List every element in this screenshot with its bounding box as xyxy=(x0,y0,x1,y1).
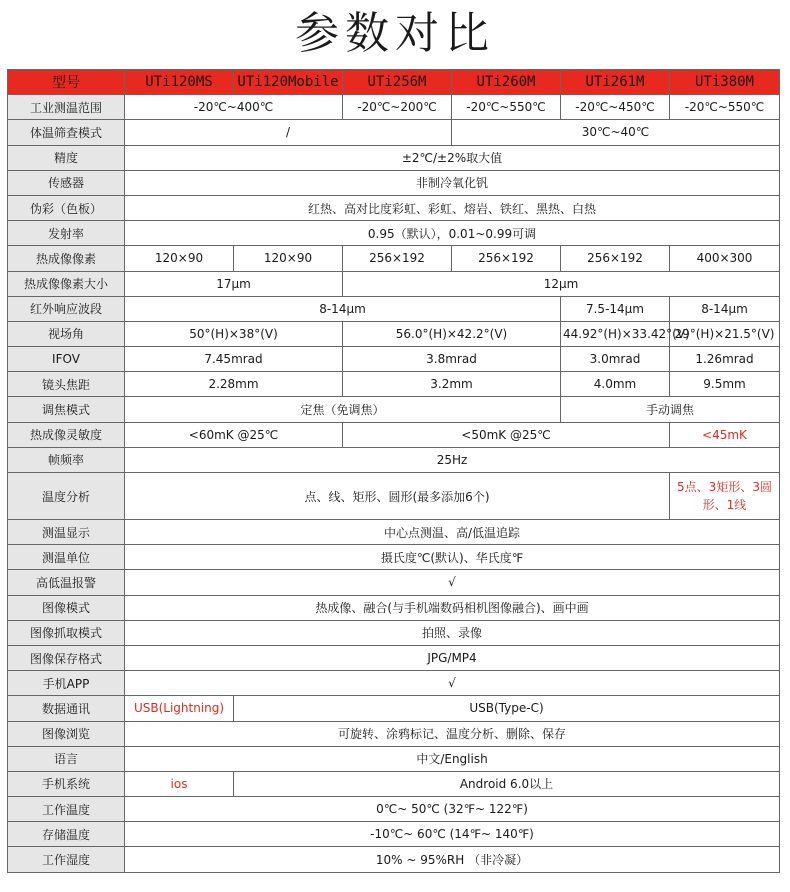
row-label: 热成像像素 xyxy=(8,246,125,271)
row-label: 体温筛查模式 xyxy=(8,120,125,145)
spec-value-cell: -20℃~200℃ xyxy=(343,95,452,120)
row-label: 图像保存格式 xyxy=(8,645,125,670)
spec-comparison-table xyxy=(7,69,780,873)
spec-value-cell: -20℃~550℃ xyxy=(670,95,780,120)
row-label: 镜头焦距 xyxy=(8,372,125,397)
row-label: 图像模式 xyxy=(8,595,125,620)
page-title: 参数对比 xyxy=(295,8,495,59)
spec-value-cell: 400×300 xyxy=(670,246,780,271)
row-label: 视场角 xyxy=(8,321,125,346)
spec-value-cell: 4.0mm xyxy=(561,372,670,397)
spec-value-cell: 热成像、融合(与手机端数码相机图像融合)、画中画 xyxy=(125,595,780,620)
spec-value-cell: -20℃~550℃ xyxy=(452,95,561,120)
table-row xyxy=(8,520,780,545)
spec-value-cell: 17μm xyxy=(125,271,343,296)
row-label: 调焦模式 xyxy=(8,397,125,422)
spec-value-cell: 256×192 xyxy=(452,246,561,271)
table-row xyxy=(8,397,780,422)
spec-value-cell: ±2℃/±2%取大值 xyxy=(125,145,780,170)
spec-value-cell: 拍照、录像 xyxy=(125,620,780,645)
spec-value-cell: <60mK @25℃ xyxy=(125,422,343,447)
table-row xyxy=(8,271,780,296)
spec-value-cell: 9.5mm xyxy=(670,372,780,397)
table-row xyxy=(8,170,780,195)
table-row xyxy=(8,296,780,321)
table-row xyxy=(8,447,780,472)
spec-value-cell: 7.5-14μm xyxy=(561,296,670,321)
table-row xyxy=(8,422,780,447)
row-label: 手机系统 xyxy=(8,771,125,796)
spec-value-cell: -20℃~450℃ xyxy=(561,95,670,120)
spec-value-cell: 3.2mm xyxy=(343,372,561,397)
spec-value-cell: 摄氏度℃(默认)、华氏度℉ xyxy=(125,545,780,570)
spec-value-cell: 3.0mrad xyxy=(561,347,670,372)
spec-value-cell: 25Hz xyxy=(125,447,780,472)
spec-value-cell: 30℃~40℃ xyxy=(452,120,780,145)
spec-value-cell: USB(Type-C) xyxy=(234,696,780,721)
row-label: 语言 xyxy=(8,746,125,771)
table-row xyxy=(8,473,780,520)
table-row xyxy=(8,620,780,645)
spec-value-cell: 定焦（免调焦） xyxy=(125,397,561,422)
spec-value-cell: 29°(H)×21.5°(V) xyxy=(670,321,780,346)
table-row xyxy=(8,221,780,246)
row-label: 温度分析 xyxy=(8,473,125,520)
header-label-cell: 型号 xyxy=(8,70,125,95)
spec-value-cell: <45mK xyxy=(670,422,780,447)
row-label: 传感器 xyxy=(8,170,125,195)
spec-value-cell: 120×90 xyxy=(125,246,234,271)
row-label: 测温单位 xyxy=(8,545,125,570)
row-label: 精度 xyxy=(8,145,125,170)
spec-value-cell: / xyxy=(125,120,452,145)
row-label: 伪彩（色板） xyxy=(8,195,125,220)
spec-value-cell: 0℃~ 50℃ (32℉~ 122℉) xyxy=(125,797,780,822)
table-row xyxy=(8,570,780,595)
model-header-cell: UTi256M xyxy=(343,70,452,95)
spec-value-cell: 56.0°(H)×42.2°(V) xyxy=(343,321,561,346)
row-label: IFOV xyxy=(8,347,125,372)
spec-value-cell: 3.8mrad xyxy=(343,347,561,372)
model-header-cell: UTi261M xyxy=(561,70,670,95)
spec-value-cell: 120×90 xyxy=(234,246,343,271)
spec-value-cell: 2.28mm xyxy=(125,372,343,397)
spec-value-cell: 1.26mrad xyxy=(670,347,780,372)
row-label: 工作温度 xyxy=(8,797,125,822)
table-row xyxy=(8,696,780,721)
spec-value-cell: 红热、高对比度彩虹、彩虹、熔岩、铁红、黑热、白热 xyxy=(125,195,780,220)
spec-value-cell: √ xyxy=(125,570,780,595)
spec-value-cell: 可旋转、涂鸦标记、温度分析、删除、保存 xyxy=(125,721,780,746)
spec-value-cell: 10% ~ 95%RH （非冷凝） xyxy=(125,847,780,872)
table-row xyxy=(8,746,780,771)
model-header-cell: UTi260M xyxy=(452,70,561,95)
table-row xyxy=(8,246,780,271)
model-header-cell: UTi380M xyxy=(670,70,780,95)
table-row xyxy=(8,95,780,120)
row-label: 数据通讯 xyxy=(8,696,125,721)
row-label: 测温显示 xyxy=(8,520,125,545)
spec-value-cell: √ xyxy=(125,671,780,696)
spec-value-cell: ios xyxy=(125,771,234,796)
row-label: 帧频率 xyxy=(8,447,125,472)
spec-value-cell: USB(Lightning) xyxy=(125,696,234,721)
table-row xyxy=(8,595,780,620)
table-row xyxy=(8,347,780,372)
spec-value-cell: Android 6.0以上 xyxy=(234,771,780,796)
spec-value-cell: 8-14μm xyxy=(125,296,561,321)
row-label: 热成像灵敏度 xyxy=(8,422,125,447)
row-label: 工业测温范围 xyxy=(8,95,125,120)
spec-value-cell: 7.45mrad xyxy=(125,347,343,372)
table-row xyxy=(8,797,780,822)
table-row xyxy=(8,721,780,746)
spec-value-cell: 5点、3矩形、3圆形、1线 xyxy=(670,473,780,520)
spec-value-cell: 点、线、矩形、圆形(最多添加6个) xyxy=(125,473,670,520)
spec-value-cell: 中文/English xyxy=(125,746,780,771)
table-row xyxy=(8,771,780,796)
table-row xyxy=(8,321,780,346)
spec-value-cell: 44.92°(H)×33.42°(V) xyxy=(561,321,670,346)
spec-value-cell: 256×192 xyxy=(561,246,670,271)
table-row xyxy=(8,645,780,670)
table-row xyxy=(8,145,780,170)
row-label: 图像浏览 xyxy=(8,721,125,746)
spec-value-cell: 12μm xyxy=(343,271,780,296)
spec-value-cell: 8-14μm xyxy=(670,296,780,321)
row-label: 发射率 xyxy=(8,221,125,246)
row-label: 红外响应波段 xyxy=(8,296,125,321)
spec-value-cell: -10℃~ 60℃ (14℉~ 140℉) xyxy=(125,822,780,847)
row-label: 热成像像素大小 xyxy=(8,271,125,296)
table-row xyxy=(8,372,780,397)
model-header-cell: UTi120Mobile xyxy=(234,70,343,95)
row-label: 高低温报警 xyxy=(8,570,125,595)
spec-value-cell: -20℃~400℃ xyxy=(125,95,343,120)
table-row xyxy=(8,545,780,570)
spec-value-cell: 手动调焦 xyxy=(561,397,780,422)
table-row xyxy=(8,120,780,145)
spec-value-cell: <50mK @25℃ xyxy=(343,422,670,447)
row-label: 工作湿度 xyxy=(8,847,125,872)
spec-value-cell: 中心点测温、高/低温追踪 xyxy=(125,520,780,545)
spec-value-cell: JPG/MP4 xyxy=(125,645,780,670)
spec-value-cell: 256×192 xyxy=(343,246,452,271)
spec-value-cell: 非制冷氧化钒 xyxy=(125,170,780,195)
spec-value-cell: 0.95（默认），0.01~0.99可调 xyxy=(125,221,780,246)
table-row xyxy=(8,671,780,696)
spec-value-cell: 50°(H)×38°(V) xyxy=(125,321,343,346)
model-header-cell: UTi120MS xyxy=(125,70,234,95)
table-row xyxy=(8,195,780,220)
row-label: 存储温度 xyxy=(8,822,125,847)
row-label: 手机APP xyxy=(8,671,125,696)
table-header-row xyxy=(8,70,780,95)
row-label: 图像抓取模式 xyxy=(8,620,125,645)
table-row xyxy=(8,822,780,847)
table-row xyxy=(8,847,780,872)
